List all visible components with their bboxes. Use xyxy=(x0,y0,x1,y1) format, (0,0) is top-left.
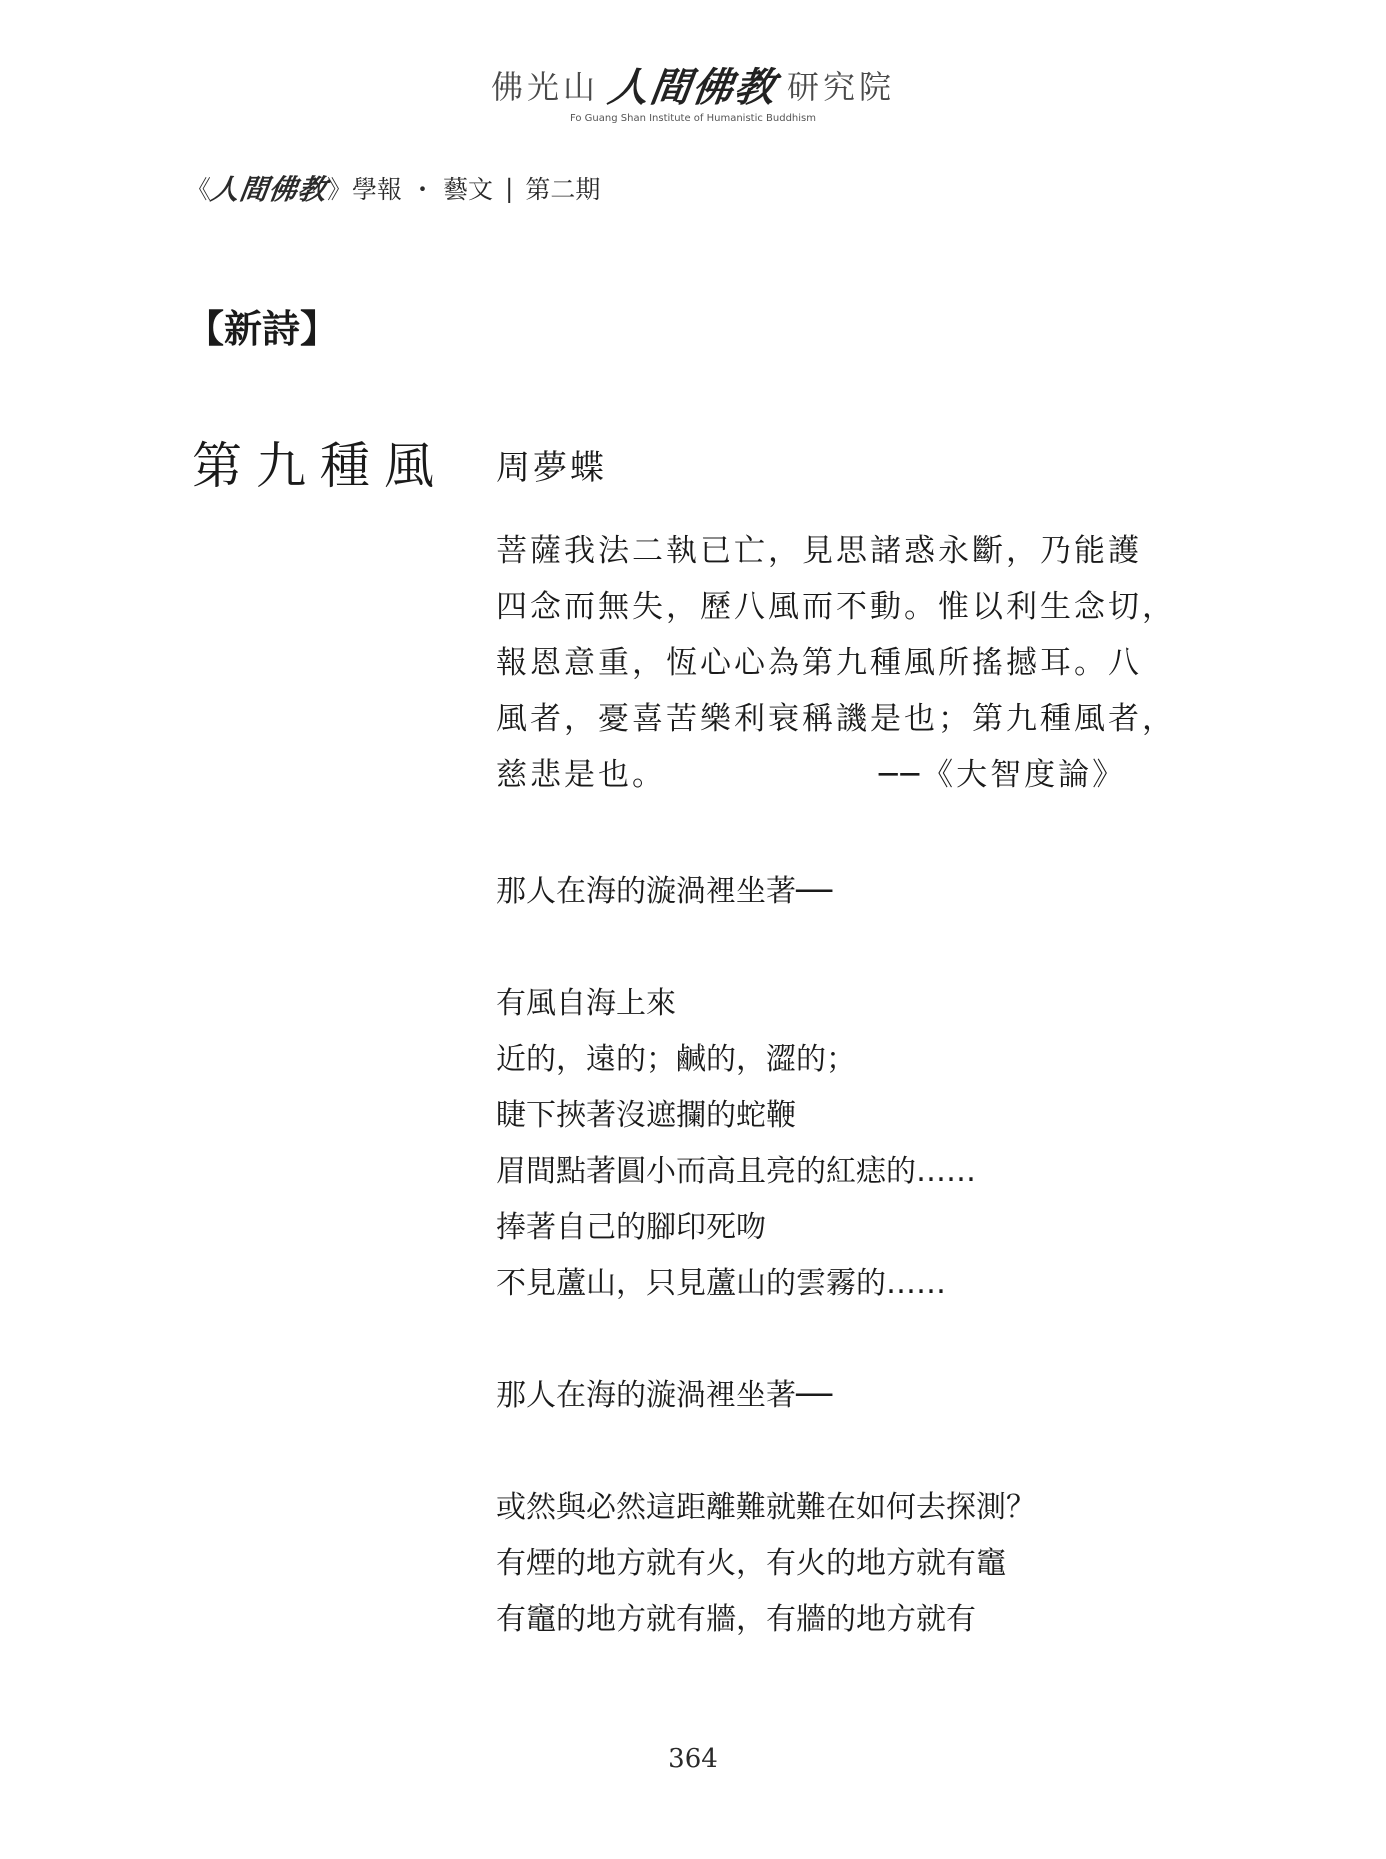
institute-logo xyxy=(0,56,1386,124)
poem-line: 眉間點著圓小而高且亮的紅痣的…… xyxy=(496,1154,976,1189)
page-number: 364 xyxy=(668,1744,718,1774)
institute-suffix: 研究院 xyxy=(787,67,896,106)
epigraph-line: 菩薩我法二執已亡，見思諸惑永斷，乃能護 xyxy=(496,533,1142,569)
poem-line: 睫下挾著沒遮攔的蛇鞭 xyxy=(496,1098,796,1133)
journal-issue: 第二期 xyxy=(525,175,601,204)
poem-line: 近的，遠的；鹹的，澀的； xyxy=(496,1042,856,1077)
poem-line: 有風自海上來 xyxy=(496,986,676,1021)
epigraph-last-line xyxy=(496,747,1156,803)
epigraph-line: 風者，憂喜苦樂利衰稱譏是也；第九種風者， xyxy=(496,701,1176,737)
journal-brand: 人間佛教 xyxy=(208,173,330,206)
poem-author: 周夢蝶 xyxy=(496,448,607,488)
poem-line: 有竈的地方就有牆，有牆的地方就有 xyxy=(496,1602,976,1637)
epigraph-line: 報恩意重，恆心心為第九種風所搖撼耳。八 xyxy=(496,645,1142,681)
epigraph-line: 慈悲是也。 xyxy=(496,757,666,793)
poem-line: 不見蘆山，只見蘆山的雲霧的…… xyxy=(496,1266,946,1301)
poem-line: 那人在海的漩渦裡坐著── xyxy=(496,1378,833,1413)
stanza xyxy=(496,976,1196,1312)
poem-line: 那人在海的漩渦裡坐著── xyxy=(496,874,833,909)
epigraph xyxy=(496,523,1176,803)
epigraph-line: 四念而無失，歷八風而不動。惟以利生念切， xyxy=(496,589,1176,625)
poem-line: 或然與必然這距離難就難在如何去探測？ xyxy=(496,1490,1036,1525)
stanza xyxy=(496,1480,1196,1648)
journal-label: 學報 ・ 藝文 xyxy=(352,175,493,204)
epigraph-source: ──《大智度論》 xyxy=(878,757,1127,793)
stanza xyxy=(496,1368,1196,1424)
journal-header xyxy=(186,168,600,208)
journal-open-bracket: 《 xyxy=(186,175,212,204)
journal-separator: | xyxy=(504,173,514,203)
poem-title: 第九種風 xyxy=(192,437,448,495)
journal-close-bracket: 》 xyxy=(327,175,353,204)
poem-line: 有煙的地方就有火，有火的地方就有竈 xyxy=(496,1546,1006,1581)
stanza xyxy=(496,864,1196,920)
section-label: 【新詩】 xyxy=(186,306,339,351)
institute-prefix: 佛光山 xyxy=(490,67,599,106)
institute-english-name: Fo Guang Shan Institute of Humanistic Buddhism xyxy=(569,113,816,124)
institute-brand: 人間佛教 xyxy=(605,65,780,111)
poem-line: 捧著自己的腳印死吻 xyxy=(496,1210,766,1245)
poem-body xyxy=(496,864,1196,1704)
